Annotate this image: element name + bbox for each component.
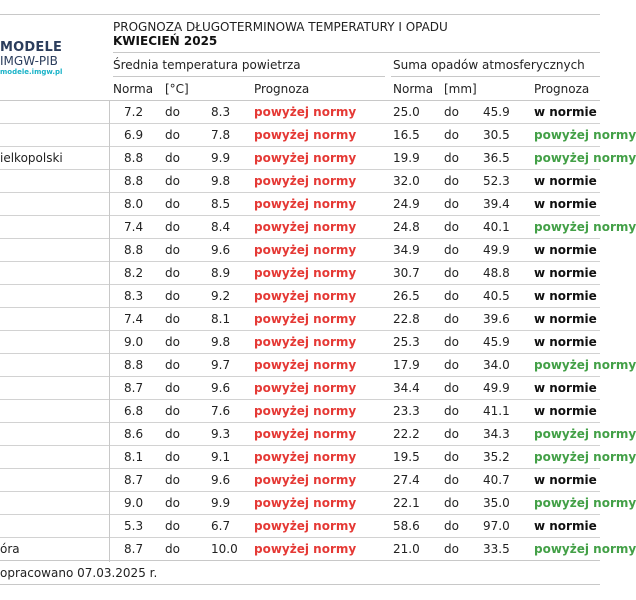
- table-row: [0, 492, 636, 515]
- region-name: ielkopolski: [0, 151, 63, 165]
- temp-forecast: powyżej normy: [254, 197, 357, 211]
- prec-range-sep: do: [444, 496, 459, 510]
- prec-range-sep: do: [444, 542, 459, 556]
- prec-norm-low: 24.8: [393, 220, 420, 234]
- forecast-table: [0, 101, 636, 561]
- temp-norm-high: 10.0: [211, 542, 238, 556]
- prec-norm-high: 34.0: [483, 358, 510, 372]
- prec-range-sep: do: [444, 197, 459, 211]
- temp-forecast: powyżej normy: [254, 519, 357, 533]
- temp-norm-high: 8.1: [211, 312, 231, 326]
- prec-norm-high: 40.5: [483, 289, 510, 303]
- temp-norm-low: 5.3: [124, 519, 144, 533]
- prec-range-sep: do: [444, 128, 459, 142]
- prec-norm-low: 19.5: [393, 450, 420, 464]
- prec-norm-low: 32.0: [393, 174, 420, 188]
- temp-norm-low: 8.8: [124, 243, 144, 257]
- prec-norm-high: 35.0: [483, 496, 510, 510]
- temp-range-sep: do: [165, 266, 180, 280]
- prec-forecast: powyżej normy: [534, 151, 636, 165]
- temp-range-sep: do: [165, 473, 180, 487]
- temp-norm-high: 8.4: [211, 220, 231, 234]
- temp-forecast: powyżej normy: [254, 151, 357, 165]
- temp-norm-low: 6.9: [124, 128, 144, 142]
- prec-norm-high: 48.8: [483, 266, 510, 280]
- temp-range-sep: do: [165, 197, 180, 211]
- group-header-precipitation: Suma opadów atmosferycznych: [393, 58, 585, 72]
- prec-range-sep: do: [444, 266, 459, 280]
- temp-norm-high: 6.7: [211, 519, 231, 533]
- top-divider: [0, 14, 600, 15]
- prec-norm-low: 58.6: [393, 519, 420, 533]
- temp-forecast: powyżej normy: [254, 128, 357, 142]
- temp-range-sep: do: [165, 220, 180, 234]
- region-column-divider: [109, 101, 110, 562]
- temp-norm-low: 7.2: [124, 105, 144, 119]
- prec-norm-high: 49.9: [483, 381, 510, 395]
- table-row: [0, 331, 600, 354]
- prec-forecast: w normie: [534, 519, 597, 533]
- prec-forecast: w normie: [534, 266, 597, 280]
- table-row: [0, 147, 636, 170]
- temp-norm-low: 9.0: [124, 335, 144, 349]
- prec-forecast: w normie: [534, 289, 597, 303]
- temp-forecast: powyżej normy: [254, 335, 357, 349]
- temp-range-sep: do: [165, 128, 180, 142]
- prec-norm-low: 26.5: [393, 289, 420, 303]
- prec-norm-low: 34.4: [393, 381, 420, 395]
- prec-norm-high: 40.7: [483, 473, 510, 487]
- temp-norm-high: 9.8: [211, 335, 231, 349]
- precipitation-group-divider: [391, 76, 600, 77]
- table-row: [0, 469, 600, 492]
- table-row: [0, 538, 636, 561]
- temp-norm-high: 9.7: [211, 358, 231, 372]
- temp-norm-low: 8.0: [124, 197, 144, 211]
- prec-range-sep: do: [444, 105, 459, 119]
- temp-range-sep: do: [165, 151, 180, 165]
- temp-norm-high: 8.9: [211, 266, 231, 280]
- prec-forecast: powyżej normy: [534, 358, 636, 372]
- prec-norm-low: 21.0: [393, 542, 420, 556]
- temp-range-sep: do: [165, 450, 180, 464]
- footer-note: opracowano 07.03.2025 r.: [0, 566, 158, 580]
- prec-forecast: w normie: [534, 243, 597, 257]
- table-row: [0, 515, 600, 538]
- column-header-temp-unit: [°C]: [165, 82, 189, 96]
- prec-range-sep: do: [444, 450, 459, 464]
- table-row: [0, 446, 636, 469]
- temp-forecast: powyżej normy: [254, 358, 357, 372]
- temp-norm-high: 7.6: [211, 404, 231, 418]
- temp-range-sep: do: [165, 519, 180, 533]
- column-header-temp-norm: Norma: [113, 82, 154, 96]
- table-row: [0, 239, 600, 262]
- logo-line-1: MODELE: [0, 40, 63, 55]
- temp-norm-low: 8.7: [124, 542, 144, 556]
- column-header-prec-unit: [mm]: [444, 82, 477, 96]
- temp-norm-low: 9.0: [124, 496, 144, 510]
- prec-norm-low: 25.3: [393, 335, 420, 349]
- temp-range-sep: do: [165, 542, 180, 556]
- prec-forecast: w normie: [534, 473, 597, 487]
- table-row: [0, 423, 636, 446]
- prec-forecast: w normie: [534, 197, 597, 211]
- prec-forecast: powyżej normy: [534, 128, 636, 142]
- table-row: [0, 354, 636, 377]
- logo-url: modele.imgw.pl: [0, 68, 63, 76]
- table-row: [0, 216, 636, 239]
- prec-range-sep: do: [444, 519, 459, 533]
- prec-forecast: w normie: [534, 335, 597, 349]
- temp-norm-high: 9.9: [211, 151, 231, 165]
- temp-norm-low: 8.8: [124, 151, 144, 165]
- column-header-prec-forecast: Prognoza: [534, 82, 590, 96]
- prec-norm-high: 45.9: [483, 105, 510, 119]
- header-divider: [113, 52, 600, 53]
- temp-norm-low: 8.2: [124, 266, 144, 280]
- temp-forecast: powyżej normy: [254, 220, 357, 234]
- temp-norm-low: 8.1: [124, 450, 144, 464]
- temp-norm-high: 8.3: [211, 105, 231, 119]
- table-row: [0, 400, 600, 423]
- prec-range-sep: do: [444, 289, 459, 303]
- prec-range-sep: do: [444, 427, 459, 441]
- prec-norm-low: 30.7: [393, 266, 420, 280]
- table-row: [0, 170, 600, 193]
- prec-norm-low: 27.4: [393, 473, 420, 487]
- table-row: [0, 101, 600, 124]
- temp-range-sep: do: [165, 381, 180, 395]
- prec-range-sep: do: [444, 473, 459, 487]
- temp-norm-low: 8.7: [124, 381, 144, 395]
- logo: [0, 41, 100, 77]
- prec-norm-high: 30.5: [483, 128, 510, 142]
- region-name: óra: [0, 542, 20, 556]
- temp-forecast: powyżej normy: [254, 312, 357, 326]
- prec-range-sep: do: [444, 358, 459, 372]
- temp-range-sep: do: [165, 105, 180, 119]
- temp-range-sep: do: [165, 174, 180, 188]
- temp-forecast: powyżej normy: [254, 243, 357, 257]
- temp-forecast: powyżej normy: [254, 450, 357, 464]
- prec-range-sep: do: [444, 381, 459, 395]
- temperature-group-divider: [113, 76, 385, 77]
- prec-norm-high: 36.5: [483, 151, 510, 165]
- temp-range-sep: do: [165, 496, 180, 510]
- prec-range-sep: do: [444, 220, 459, 234]
- prec-forecast: w normie: [534, 105, 597, 119]
- prec-norm-high: 35.2: [483, 450, 510, 464]
- prec-norm-high: 34.3: [483, 427, 510, 441]
- temp-norm-high: 9.6: [211, 473, 231, 487]
- logo-line-2: IMGW-PIB: [0, 54, 58, 68]
- column-header-temp-forecast: Prognoza: [254, 82, 310, 96]
- prec-norm-high: 39.4: [483, 197, 510, 211]
- prec-norm-high: 39.6: [483, 312, 510, 326]
- table-row: [0, 285, 600, 308]
- prec-norm-low: 22.8: [393, 312, 420, 326]
- temp-forecast: powyżej normy: [254, 404, 357, 418]
- table-row: [0, 308, 600, 331]
- prec-forecast: w normie: [534, 174, 597, 188]
- prec-range-sep: do: [444, 312, 459, 326]
- temp-forecast: powyżej normy: [254, 266, 357, 280]
- prec-norm-low: 16.5: [393, 128, 420, 142]
- temp-norm-low: 6.8: [124, 404, 144, 418]
- temp-range-sep: do: [165, 289, 180, 303]
- column-header-prec-norm: Norma: [393, 82, 434, 96]
- prec-forecast: powyżej normy: [534, 220, 636, 234]
- temp-range-sep: do: [165, 312, 180, 326]
- temp-norm-low: 8.7: [124, 473, 144, 487]
- prec-forecast: w normie: [534, 312, 597, 326]
- temp-norm-high: 9.8: [211, 174, 231, 188]
- temp-range-sep: do: [165, 335, 180, 349]
- table-row: [0, 262, 600, 285]
- table-row: [0, 377, 600, 400]
- temp-forecast: powyżej normy: [254, 105, 357, 119]
- table-row: [0, 193, 600, 216]
- temp-forecast: powyżej normy: [254, 496, 357, 510]
- prec-range-sep: do: [444, 243, 459, 257]
- prec-norm-high: 41.1: [483, 404, 510, 418]
- temp-forecast: powyżej normy: [254, 473, 357, 487]
- prec-forecast: powyżej normy: [534, 450, 636, 464]
- temp-forecast: powyżej normy: [254, 427, 357, 441]
- prec-norm-low: 19.9: [393, 151, 420, 165]
- temp-forecast: powyżej normy: [254, 381, 357, 395]
- prec-norm-high: 97.0: [483, 519, 510, 533]
- page-subtitle: KWIECIEŃ 2025: [113, 34, 218, 48]
- prec-norm-high: 45.9: [483, 335, 510, 349]
- prec-norm-low: 25.0: [393, 105, 420, 119]
- prec-range-sep: do: [444, 151, 459, 165]
- prec-norm-low: 22.1: [393, 496, 420, 510]
- prec-forecast: w normie: [534, 381, 597, 395]
- prec-forecast: powyżej normy: [534, 496, 636, 510]
- temp-norm-low: 8.8: [124, 174, 144, 188]
- temp-norm-high: 9.6: [211, 381, 231, 395]
- bottom-divider: [0, 584, 600, 585]
- group-header-temperature: Średnia temperatura powietrza: [113, 58, 301, 72]
- prec-norm-low: 34.9: [393, 243, 420, 257]
- prec-norm-low: 22.2: [393, 427, 420, 441]
- prec-range-sep: do: [444, 174, 459, 188]
- prec-range-sep: do: [444, 335, 459, 349]
- temp-range-sep: do: [165, 404, 180, 418]
- temp-norm-low: 7.4: [124, 312, 144, 326]
- temp-norm-high: 9.2: [211, 289, 231, 303]
- prec-norm-low: 17.9: [393, 358, 420, 372]
- temp-norm-low: 8.8: [124, 358, 144, 372]
- temp-norm-high: 9.9: [211, 496, 231, 510]
- temp-norm-high: 9.6: [211, 243, 231, 257]
- temp-norm-high: 8.5: [211, 197, 231, 211]
- temp-range-sep: do: [165, 427, 180, 441]
- prec-norm-low: 24.9: [393, 197, 420, 211]
- temp-norm-high: 9.1: [211, 450, 231, 464]
- temp-forecast: powyżej normy: [254, 542, 357, 556]
- temp-norm-high: 7.8: [211, 128, 231, 142]
- prec-norm-high: 49.9: [483, 243, 510, 257]
- prec-norm-low: 23.3: [393, 404, 420, 418]
- prec-range-sep: do: [444, 404, 459, 418]
- temp-range-sep: do: [165, 358, 180, 372]
- prec-norm-high: 52.3: [483, 174, 510, 188]
- table-row: [0, 124, 636, 147]
- prec-forecast: powyżej normy: [534, 427, 636, 441]
- prec-norm-high: 40.1: [483, 220, 510, 234]
- prec-forecast: w normie: [534, 404, 597, 418]
- temp-norm-low: 8.6: [124, 427, 144, 441]
- temp-forecast: powyżej normy: [254, 174, 357, 188]
- temp-forecast: powyżej normy: [254, 289, 357, 303]
- temp-norm-low: 8.3: [124, 289, 144, 303]
- temp-range-sep: do: [165, 243, 180, 257]
- page-title: PROGNOZA DŁUGOTERMINOWA TEMPERATURY I OPADU: [113, 20, 448, 34]
- prec-forecast: powyżej normy: [534, 542, 636, 556]
- temp-norm-low: 7.4: [124, 220, 144, 234]
- temp-norm-high: 9.3: [211, 427, 231, 441]
- prec-norm-high: 33.5: [483, 542, 510, 556]
